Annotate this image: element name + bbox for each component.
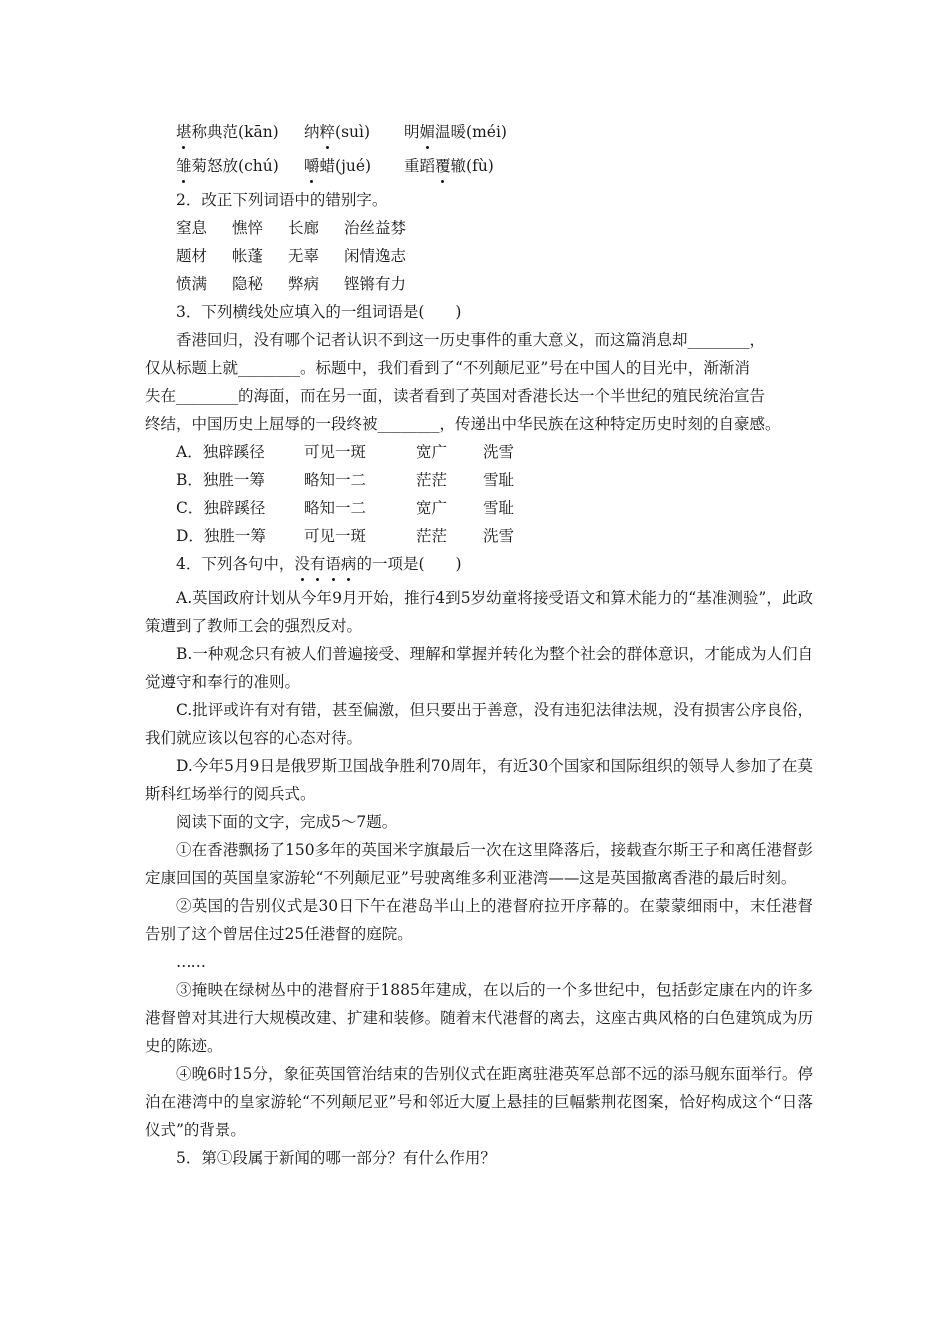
option-word: 雪耻: [483, 471, 515, 489]
q3-option-d: [145, 522, 813, 550]
q3-option-a: [145, 438, 813, 466]
q1-item: 纳粹(suì): [304, 118, 404, 146]
option-word: C．独辟蹊径: [176, 499, 266, 517]
q2-word: 隐秘: [232, 275, 264, 293]
q1-item: 嚼蜡(jué): [304, 152, 404, 180]
option-word: 可见一斑: [304, 443, 367, 461]
option-word: 可见一斑: [304, 527, 367, 545]
q2-row: [145, 214, 813, 242]
q4-stem-post: 的一项是( ): [356, 555, 462, 573]
q2-word: 愤满: [176, 275, 208, 293]
q2-word: 题材: [176, 247, 208, 265]
q4-stem: 4．下列各句中，没有语病的一项是( ): [145, 550, 813, 578]
option-word: D．独胜一筹: [176, 527, 266, 545]
q2-word: 憔悴: [232, 219, 264, 237]
q1-item: 重蹈覆辙(fù): [404, 152, 494, 180]
option-word: 茫茫: [416, 471, 448, 489]
option-word: A．独辟蹊径: [176, 443, 265, 461]
q2-word: 长廊: [288, 219, 320, 237]
option-word: 宽广: [416, 499, 448, 517]
q2-word: 铿锵有力: [344, 275, 407, 293]
reading-paragraph-1: ①在香港飘扬了150多年的英国米字旗最后一次在这里降落后，接载查尔斯王子和离任港督彭定康回国的英国皇家游轮“不列颠尼亚”号驶离维多利亚港湾——这是英国撤离香港的最后时刻。: [145, 841, 813, 887]
q2-word: 治丝益棼: [344, 219, 407, 237]
reading-paragraph-2: ②英国的告别仪式是30日下午在港岛半山上的港督府拉开序幕的。在蒙蒙细雨中，末任港督告别了这个曾居住过25任港督的庭院。: [145, 897, 813, 943]
reading-paragraph-4: ④晚6时15分，象征英国管治结束的告别仪式在距离驻港英军总部不远的添马舰东面举行。停泊在港湾中的皇家游轮“不列颠尼亚”号和邻近大厦上悬挂的巨幅紫荆花图案，恰好构成这个“日落仪式”的背景。: [145, 1065, 813, 1139]
q1-item: 雏菊怒放(chú): [176, 152, 304, 180]
q2-row: [145, 242, 813, 270]
reading-ellipsis: ……: [176, 953, 205, 971]
q1-row-2: [145, 152, 813, 180]
option-word: 雪耻: [483, 499, 515, 517]
reading-paragraph-3: ③掩映在绿树丛中的港督府于1885年建成，在以后的一个多世纪中，包括彭定康在内的许多港督曾对其进行大规模改建、扩建和装修。随着末代港督的离去，这座古典风格的白色建筑成为历史的陈迹。: [145, 981, 813, 1055]
q1-row-1: [145, 118, 813, 146]
q2-word: 无辜: [288, 247, 320, 265]
q3-stem: 3．下列横线处应填入的一组词语是( ): [176, 303, 462, 321]
document-page: [145, 118, 813, 1172]
option-word: 洗雪: [483, 443, 515, 461]
q3-option-b: [145, 466, 813, 494]
q3-passage-line: 终结，中国历史上屈辱的一段终被________，传递出中华民族在这种特定历史时刻的自豪感。: [145, 415, 781, 433]
reading-intro: 阅读下面的文字，完成5～7题。: [176, 813, 398, 831]
option-word: 茫茫: [416, 527, 448, 545]
option-word: 洗雪: [483, 527, 515, 545]
q2-word: 弊病: [288, 275, 320, 293]
option-word: 宽广: [416, 443, 448, 461]
q4-option-b: B.一种观念只有被人们普遍接受、理解和掌握并转化为整个社会的群体意识，才能成为人们自觉遵守和奉行的准则。: [145, 645, 813, 691]
option-word: B．独胜一筹: [176, 471, 265, 489]
q2-row: [145, 270, 813, 298]
q1-item: 明媚温暖(méi): [404, 118, 507, 146]
q2-stem: 2．改正下列词语中的错别字。: [176, 191, 388, 209]
q3-passage-line: 香港回归，没有哪个记者认识不到这一历史事件的重大意义，而这篇消息却________，: [176, 331, 766, 349]
q1-item: 堪称典范(kān): [176, 118, 304, 146]
q4-stem-pre: 4．下列各句中，: [176, 555, 295, 573]
q5-stem: 5．第①段属于新闻的哪一部分？有什么作用？: [176, 1149, 496, 1167]
q2-word: 闲情逸志: [344, 247, 407, 265]
q4-option-a: A.英国政府计划从今年9月开始，推行4到5岁幼童将接受语文和算术能力的“基准测验”，此政策遭到了教师工会的强烈反对。: [145, 589, 813, 635]
q4-option-d: D.今年5月9日是俄罗斯卫国战争胜利70周年，有近30个国家和国际组织的领导人参加了在莫斯科红场举行的阅兵式。: [145, 757, 813, 803]
option-word: 略知一二: [304, 471, 367, 489]
q2-word: 窒息: [176, 219, 208, 237]
q3-passage-line: 仅从标题上就________。标题中，我们看到了“不列颠尼亚”号在中国人的目光中，渐渐消: [145, 359, 750, 377]
q3-option-c: [145, 494, 813, 522]
q3-passage-line: 失在________的海面，而在另一面，读者看到了英国对香港长达一个半世纪的殖民统治宣告: [145, 387, 766, 405]
q4-option-c: C.批评或许有对有错，甚至偏激，但只要出于善意，没有违犯法律法规，没有损害公序良俗，我们就应该以包容的心态对待。: [145, 701, 813, 747]
q2-word: 帐蓬: [232, 247, 264, 265]
option-word: 略知一二: [304, 499, 367, 517]
